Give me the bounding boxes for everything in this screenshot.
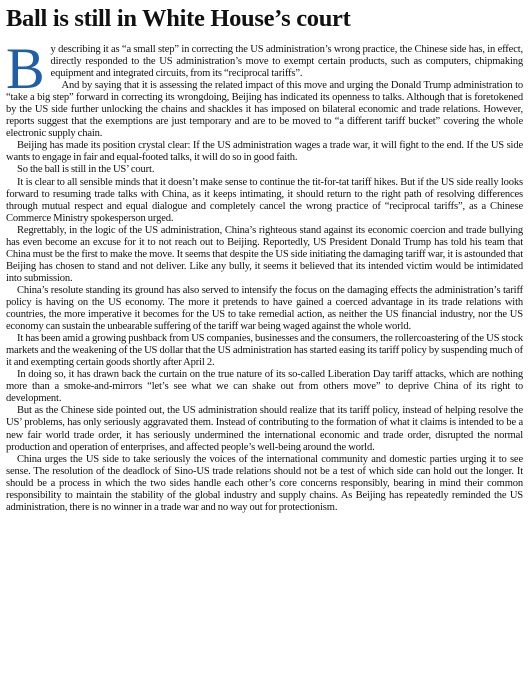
paragraph-9: In doing so, it has drawn back the curtain on the true nature of its so-called Liberation Day tariff attacks, which are nothing more than a smoke-and-mirrors “let’s see what we can shake out from others move” to deprive China of its right to development. [6, 369, 523, 405]
paragraph-7: China’s resolute standing its ground has also served to intensify the focus on the damaging effects the administration’s tariff policy is having on the US economy. The more it pretends to have gained a coerced advantage in its trade relations with countries, the more imperative it becomes for the US to take remedial action, as neither the US financial industry, nor the US economy can sustain the unbearable suffering of the tariff war being waged against the whole world. [6, 284, 523, 333]
paragraph-10: But as the Chinese side pointed out, the US administration should realize that its tariff policy, instead of helping resolve the US’ problems, has only seriously aggravated them. Instead of contributing to the formation of what it claims is intended to be a new fair world trade order, it has seriously undermined the international economic and trade order, disrupted the normal production and operation of enterprises, and affected people’s well-being around the world. [6, 405, 523, 453]
paragraph-5: It is clear to all sensible minds that it doesn’t make sense to continue the tit-for-tat tariff hikes. But if the US side really looks forward to resuming trade talks with China, as it keeps intimating, it should return to the right path of resolving differences through mutual respect and equal dialogue and completely cancel the wrong practice of “reciprocal tariffs”, as a Chinese Commerce Ministry spokesperson urged. [6, 176, 523, 224]
paragraph-2: And by saying that it is assessing the related impact of this move and urging the Donald Trump administration to “take a big step” forward in correcting its wrongdoing, Beijing has indicated its openness to talks. Although that is foretokened by the US side further unlocking the chains and shackles it has imposed on bilateral economic and trade relations. However, reports suggest that the exemptions are just temporary and are to be moved to “a different tariff bucket” covering the whole electronic supply chain. [6, 80, 523, 140]
lead-paragraph [6, 36, 523, 101]
lead-paragraph-text: y describing it as “a small step” in correcting the US administration’s wrong practice, the Chinese side has, in effect, directly responded to the US administration’s move to exempt certain products, such as computers, chipmaking equipment and integrated circuits, from its “reciprocal tariffs”. [50, 44, 523, 80]
drop-cap: B [6, 36, 45, 101]
paragraph-11: China urges the US side to take seriously the voices of the international community and domestic parties urging it to see sense. The resolution of the deadlock of Sino-US trade relations should not be a test of which side can hold out the longer. It should be a process in which the two sides handle each other’s core concerns responsibly, bearing in mind their common responsibility to maintain the stability of the global industry and supply chains. As Beijing has repeatedly reminded the US administration, there is no winner in a trade war and no way out for protectionism. [6, 453, 523, 513]
editorial-article [6, 4, 523, 514]
paragraph-3: Beijing has made its position crystal clear: If the US administration wages a trade war, it will fight to the end. If the US side wants to engage in fair and equal-footed talks, it will do so in good faith. [6, 140, 523, 164]
article-body [6, 36, 524, 514]
paragraph-4: So the ball is still in the US’ court. [17, 164, 155, 176]
paragraph-6: Regrettably, in the logic of the US administration, China’s righteous stand against its economic coercion and trade bullying has even become an excuse for it to not reach out to Beijing. Reportedly, US President Donald Trump has told his team that China must be the first to make the move. It seems that despite the US side initiating the damaging tariff war, it is astounded that Beijing has chosen to stand and not deliver. Like any bully, it seems it believed that its intended victim would be intimidated into submission. [6, 224, 523, 284]
article-headline: Ball is still in White House’s court [6, 5, 351, 32]
paragraph-8: It has been amid a growing pushback from US companies, businesses and the consumers, the rollercoastering of the US stock markets and the weakening of the US dollar that the US administration has started easing its tariff policy by suspending much of it and exempting certain goods shortly after April 2. [6, 333, 524, 369]
